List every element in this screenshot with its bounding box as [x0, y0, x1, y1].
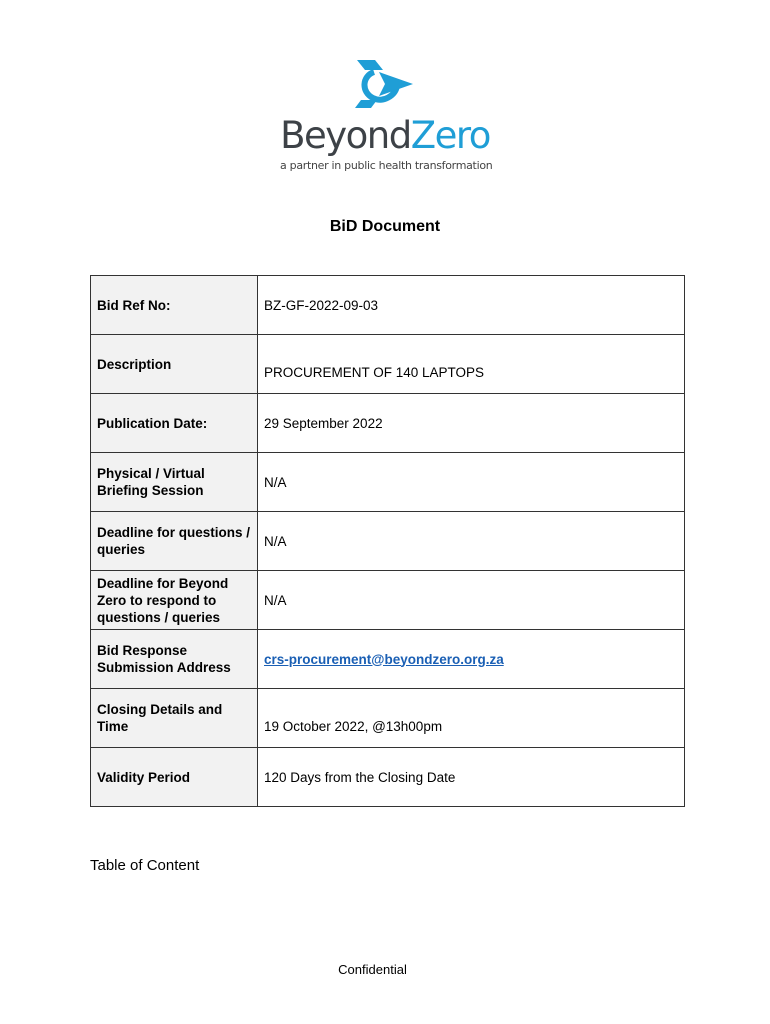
row-label: Description [91, 335, 258, 394]
row-value: N/A [258, 571, 685, 630]
brand-name [280, 116, 490, 156]
row-value: 19 October 2022, @13h00pm [258, 689, 685, 748]
table-row [91, 689, 685, 748]
table-row [91, 512, 685, 571]
row-value: N/A [258, 512, 685, 571]
table-row [91, 394, 685, 453]
row-value: BZ-GF-2022-09-03 [258, 276, 685, 335]
brand-name-zero: Zero [410, 114, 490, 157]
row-value: 29 September 2022 [258, 394, 685, 453]
row-value: N/A [258, 453, 685, 512]
row-value [258, 630, 685, 689]
footer-confidential: Confidential [338, 962, 407, 977]
row-label: Publication Date: [91, 394, 258, 453]
row-label: Deadline for questions / queries [91, 512, 258, 571]
toc-heading: Table of Content [90, 857, 200, 874]
beyondzero-arrow-logo-icon [355, 58, 415, 110]
table-row [91, 630, 685, 689]
row-value: PROCUREMENT OF 140 LAPTOPS [258, 335, 685, 394]
table-row [91, 453, 685, 512]
row-label: Validity Period [91, 748, 258, 807]
bid-details-table [90, 275, 685, 807]
document-title: BiD Document [329, 218, 441, 235]
table-row [91, 748, 685, 807]
row-label: Physical / Virtual Briefing Session [91, 453, 258, 512]
table-row [91, 571, 685, 630]
submission-email-link[interactable]: crs-procurement@beyondzero.org.za [264, 651, 504, 667]
brand-name-beyond: Beyond [280, 114, 411, 157]
table-row [91, 335, 685, 394]
row-label: Bid Ref No: [91, 276, 258, 335]
brand-tagline: a partner in public health transformation [280, 159, 493, 172]
table-row [91, 276, 685, 335]
row-label: Deadline for Beyond Zero to respond to questions / queries [91, 571, 258, 630]
row-label: Closing Details and Time [91, 689, 258, 748]
row-value: 120 Days from the Closing Date [258, 748, 685, 807]
row-label: Bid Response Submission Address [91, 630, 258, 689]
logo [280, 58, 493, 172]
